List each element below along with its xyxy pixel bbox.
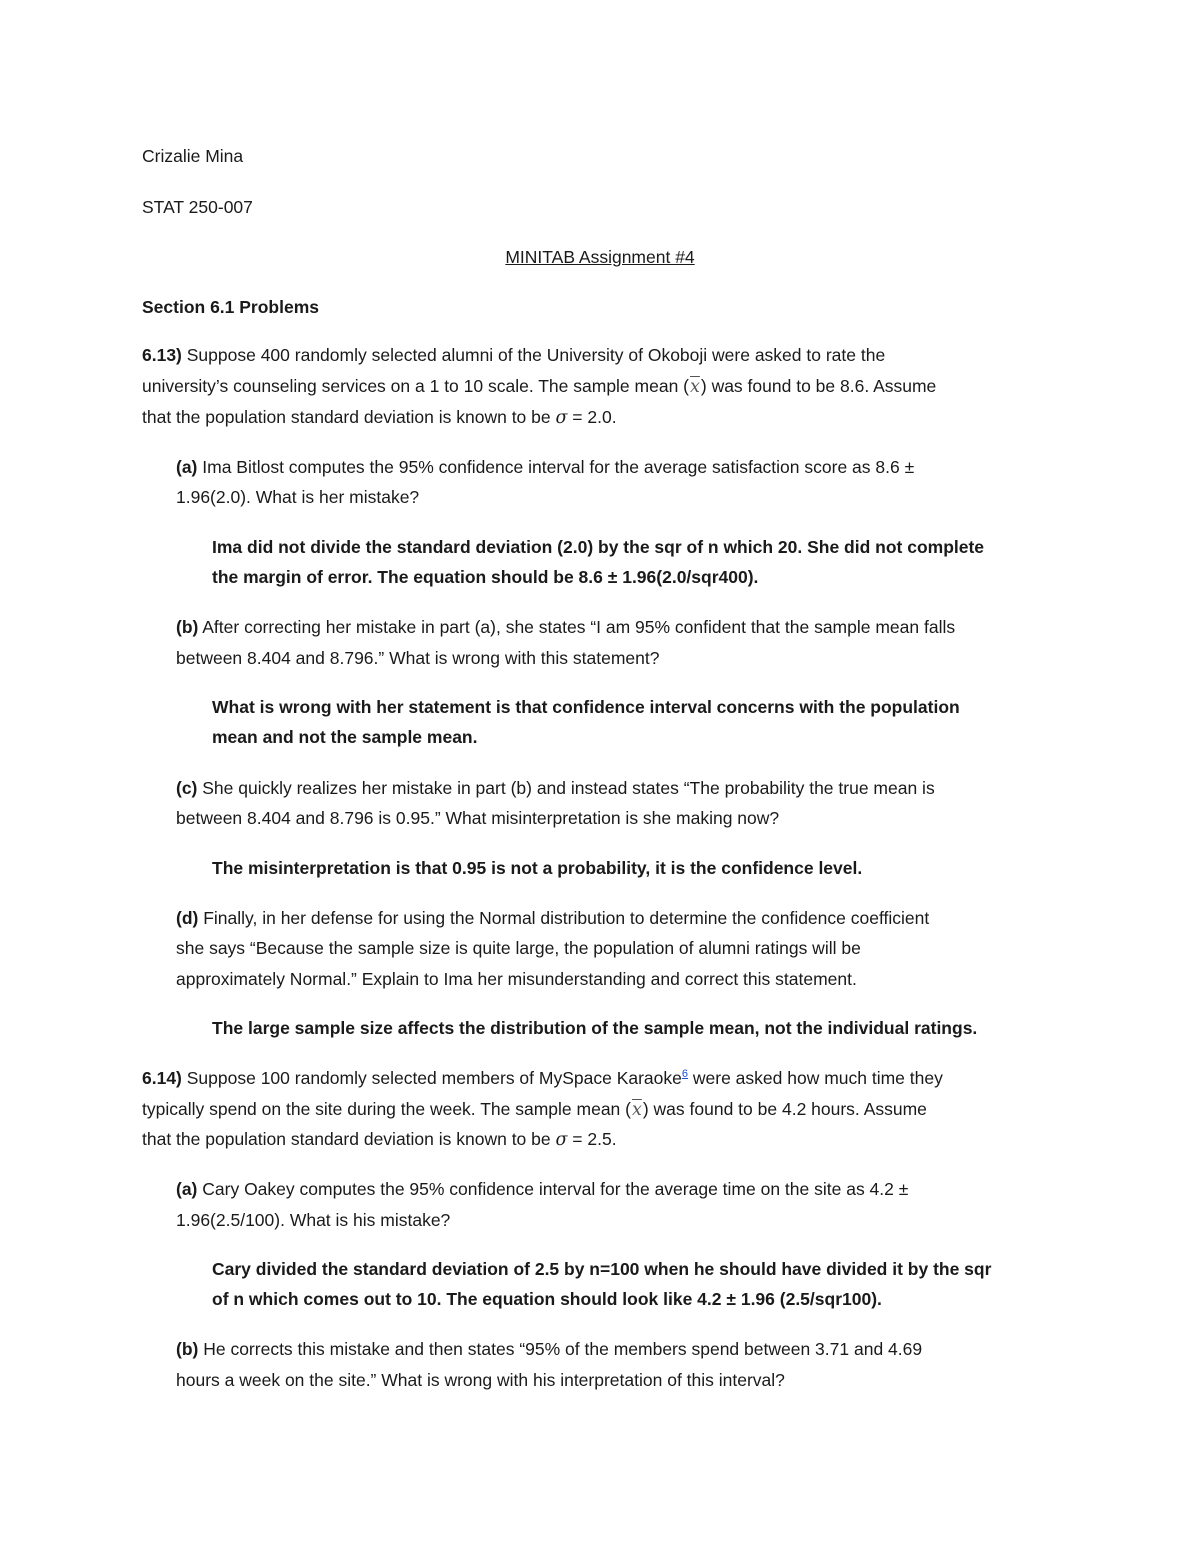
answer-613a-line-2: the margin of error. The equation should be 8.6 ± 1.96(2.0/sqr400). xyxy=(212,567,759,587)
problem-613-number: 6.13) xyxy=(142,345,182,365)
answer-613b-line-1: What is wrong with her statement is that confidence interval concerns with the population xyxy=(212,697,960,717)
question-label: (c) xyxy=(176,778,198,798)
question-614a-line-2: 1.96(2.5/100). What is his mistake? xyxy=(176,1210,451,1230)
question-613a-line-2: 1.96(2.0). What is her mistake? xyxy=(176,487,420,507)
question-label: (a) xyxy=(176,457,198,477)
problem-614-number: 6.14) xyxy=(142,1068,182,1088)
problem-614-line-2: typically spend on the site during the week. The sample mean $(\overline{x})$ was found to be 4.2 hours. Assume xyxy=(142,1094,927,1125)
question-614b-line-1: (b) He corrects this mistake and then states “95% of the members spend between 3.71 and 4.69 xyxy=(176,1339,923,1359)
question-label: (a) xyxy=(176,1179,198,1199)
sigma-symbol: σ xyxy=(555,408,568,428)
answer-613b-line-2: mean and not the sample mean. xyxy=(212,727,478,747)
problem-613-line-2: university’s counseling services on a 1 to 10 scale. The sample mean $(\overline{x})$ was found to be 8.6. Assume xyxy=(142,371,936,402)
question-613d-line-2: she says “Because the sample size is quite large, the population of alumni ratings will be xyxy=(176,938,861,958)
question-613d-line-3: approximately Normal.” Explain to Ima her misunderstanding and correct this statement. xyxy=(176,969,857,989)
answer-613d-line-1: The large sample size affects the distribution of the sample mean, not the individual ratings. xyxy=(212,1018,978,1038)
x-bar-symbol: $\overline{x}$ xyxy=(690,377,700,397)
problem-613-line-3: that the population standard deviation is known to be σ = 2.0. xyxy=(142,407,617,428)
answer-614a-line-2: of n which comes out to 10. The equation should look like 4.2 ± 1.96 (2.5/sqr100). xyxy=(212,1289,882,1309)
question-label: (b) xyxy=(176,1339,199,1359)
question-label: (d) xyxy=(176,908,199,928)
sigma-symbol: σ xyxy=(555,1130,568,1150)
x-bar-symbol: $\overline{x}$ xyxy=(631,1100,642,1120)
question-614b-line-2: hours a week on the site.” What is wrong with his interpretation of this interval? xyxy=(176,1370,785,1390)
answer-613a-line-1: Ima did not divide the standard deviation (2.0) by the sqr of n which 20. She did not complete xyxy=(212,537,985,557)
question-613a-line-1: (a) Ima Bitlost computes the 95% confidence interval for the average satisfaction score as 8.6 ± xyxy=(176,457,915,477)
footnote-link[interactable]: 6 xyxy=(681,1068,689,1081)
answer-614a-line-1: Cary divided the standard deviation of 2.5 by n=100 when he should have divided it by the sqr xyxy=(212,1259,992,1279)
answer-613c-line-1: The misinterpretation is that 0.95 is not a probability, it is the confidence level. xyxy=(212,858,863,878)
course-code: STAT 250-007 xyxy=(142,197,253,217)
question-label: (b) xyxy=(176,617,199,637)
question-613c-line-1: (c) She quickly realizes her mistake in part (b) and instead states “The probability the true mean is xyxy=(176,778,935,798)
question-614a-line-1: (a) Cary Oakey computes the 95% confidence interval for the average time on the site as 4.2 ± xyxy=(176,1179,909,1199)
problem-614-line-1: 6.14) Suppose 100 randomly selected members of MySpace Karaoke$^6$ were asked how much time they xyxy=(142,1068,943,1088)
section-heading: Section 6.1 Problems xyxy=(142,297,320,317)
problem-613-line-1: 6.13) Suppose 400 randomly selected alumni of the University of Okoboji were asked to rate the xyxy=(142,345,886,365)
question-613b-line-2: between 8.404 and 8.796.” What is wrong with this statement? xyxy=(176,648,660,668)
document-title: MINITAB Assignment #4 xyxy=(505,247,695,267)
question-613c-line-2: between 8.404 and 8.796 is 0.95.” What misinterpretation is she making now? xyxy=(176,808,780,828)
question-613b-line-1: (b) After correcting her mistake in part (a), she states “I am 95% confident that the sample mean falls xyxy=(176,617,956,637)
question-613d-line-1: (d) Finally, in her defense for using the Normal distribution to determine the confidence coefficient xyxy=(176,908,930,928)
problem-614-line-3: that the population standard deviation is known to be σ = 2.5. xyxy=(142,1129,617,1150)
author-name: Crizalie Mina xyxy=(142,146,244,166)
